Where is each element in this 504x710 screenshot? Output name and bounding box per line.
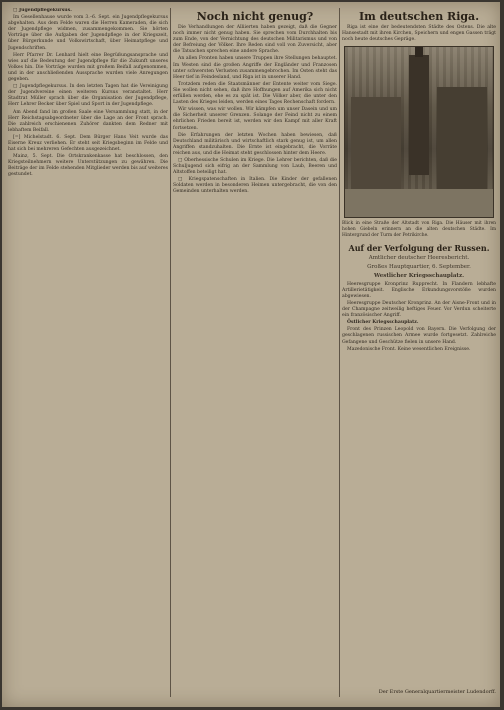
article-paragraph: Östlicher Kriegsschauplatz. [347, 320, 419, 326]
city-street-photo [344, 46, 494, 218]
article-paragraph: Mazedonische Front. Keine wesentlichen Ereignisse. [347, 346, 471, 352]
article-paragraph: □ Oberhessische Schulen im Kriege. Die Lehrer berichten, daß die Schuljugend sich eifrig an der Sammlung von Laub, Beeren und Altstoffen beteiligt hat. [173, 157, 337, 176]
right-column-text [342, 282, 496, 353]
section-subtitle: Amtlicher deutscher Heeresbericht. [368, 254, 470, 261]
article-title: Im deutschen Riga. [358, 10, 480, 23]
article-title: Noch nicht genug? [196, 10, 314, 23]
right-column [342, 8, 496, 697]
photo-caption: Blick in eine Straße der Altstadt von Riga. Die Häuser mit ihren hohen Giebeln erinnern an die alten deutschen Städte. Im Hintergrund der Turm der Petrikirche. [342, 221, 496, 238]
dateline: Großes Hauptquartier, 6. September. [367, 263, 471, 270]
article-paragraph: □ Kriegspatenschaften in Italien. Die Kinder der gefallenen Soldaten werden in besonderen Heimen untergebracht, die von den Gemeinden unterhalten werden. [173, 177, 337, 195]
article-paragraph: Heeresgruppe Kronprinz Rupprecht. In Flandern lebhafte Artillerietätigkeit. Englische Erkundungsvorstöße wurden abgewiesen. [342, 281, 496, 299]
article-paragraph: Trotzdem reden die Staatsmänner der Entente weiter vom Siege. Sie wollen nicht sehen, daß ihre Hoffnungen auf Amerika sich nicht erfüllen werden, ehe es zu spät ist. Die Völker aber, die unter den Lasten des Krieges leiden, werden eines Tages Rechenschaft fordern. [173, 81, 337, 106]
article-paragraph: An allen Fronten haben unsere Truppen ihre Stellungen behauptet. Im Westen sind die großen Angriffe der Engländer und Franzosen unter schwersten Verlusten zusammengebrochen. Im Osten steht das Heer tief in Feindesland, und Riga ist in unserer Hand. [173, 56, 337, 80]
article-paragraph: Wir wissen, was wir wollen. Wir kämpfen um unser Dasein und um die Sicherheit unserer Grenzen. Solange der Feind nicht zu einem ehrlichen Frieden bereit ist, werden wir den Kampf mit aller Kraft fortsetzen. [173, 107, 337, 131]
left-column-text [8, 8, 168, 179]
middle-column [173, 8, 337, 697]
church-spire [415, 47, 423, 57]
article-kicker: □ Jugendpflegekursus. [13, 8, 72, 13]
article-paragraph: Die Verhandlungen der Alliierten haben gezeigt, daß die Gegner noch immer nicht genug haben. Sie sprechen vom Durchhalten bis zum Ende, von der Vernichtung des deutschen Militarismus und von der Befreiung der Völker. Ihre Reden sind voll von Zuversicht, aber die Tatsachen sprechen eine andere Sprache. [173, 25, 337, 55]
section-title: Auf der Verfolgung der Russen. [348, 242, 490, 253]
signature: Der Erste Generalquartiermeister Ludendorff. [378, 689, 496, 695]
section-heading: Westlicher Kriegsschauplatz. [374, 272, 464, 279]
article-paragraph: Am Abend fand im großen Saale eine Versammlung statt, in der Herr Reichstagsabgeordneter über die Lage an der Front sprach. Die zahlreich erschienenen Zuhörer dankten dem Redner mit lebhaftem Beifall. [8, 109, 168, 133]
article-paragraph: □ Jugendpflegekursus. In den letzten Tagen hat die Vereinigung der Jugendvereine einen weiteren Kursus veranstaltet. Herr Stadtrat Müller sprach über die Organisation der Jugendpflege, Herr Lehrer Becker über Spiel und Sport in der Jugendpflege. [8, 84, 168, 108]
column-divider [170, 8, 171, 697]
article-paragraph: Heeresgruppe Deutscher Kronprinz. An der Aisne-Front und in der Champagne zeitweilig heftiges Feuer. Vor Verdun scheiterte ein französischer Angriff. [342, 300, 496, 319]
intro-paragraph: Riga ist eine der bedeutendsten Städte des Ostens. Die alte Hansestadt mit ihren Kirchen, Speichern und engen Gassen trägt noch heute deutsches Gepräge. [342, 25, 496, 43]
column-divider [339, 8, 340, 697]
article-intro [342, 25, 496, 43]
article-paragraph: Die Erfahrungen der letzten Wochen haben bewiesen, daß Deutschland militärisch und wirtschaftlich stark genug ist, um allen Angriffen standzuhalten. Die Ernte ist eingebracht, die Vorräte reichen aus, und die Heimat steht geschlossen hinter dem Heere. [173, 132, 337, 156]
left-column [8, 8, 168, 697]
article-paragraph: Im Gesellenhause wurde vom 3.–6. Sept. ein Jugendpflegekursus abgehalten. Aus dem Felde waren die Herren Kameraden, die sich der Jugendpflege widmen, zusammengekommen. Sie hörten Vorträge über die Aufgaben der Jugendpflege in der Kriegszeit, über Bürgerkunde und Volkswirtschaft, über Heimatpflege und Jugendschriften. [8, 15, 168, 51]
newspaper-page [2, 2, 500, 707]
article-paragraph: Herr Pfarrer Dr. Lenhard hielt eine Begrüßungsansprache und wies auf die Bedeutung der Jugendpflege für die Zukunft unseres Volkes hin. Die Vorträge wurden mit großem Beifall aufgenommen, und in der anschließenden Aussprache wurden viele Anregungen gegeben. [8, 52, 168, 83]
street [345, 189, 493, 217]
article-paragraph: [=] Michelstadt. 6. Sept. Dem Bürger Hans Veit wurde das Eiserne Kreuz verliehen. Er steht seit Kriegsbeginn im Felde und hat sich bei mehreren Gefechten ausgezeichnet. [8, 134, 168, 153]
article-paragraph: Mainz, 5. Sept. Die Ortskrankenkasse hat beschlossen, den Kriegsteilnehmern weitere Unterstützungen zu gewähren. Die Beiträge der im Felde stehenden Mitglieder werden bis auf weiteres gestundet. [8, 154, 168, 178]
church-tower [409, 55, 429, 175]
article-paragraph: Front des Prinzen Leopold von Bayern. Die Verfolgung der geschlagenen russischen Armee wurde fortgesetzt. Zahlreiche Gefangene und Geschütze fielen in unsere Hand. [342, 327, 496, 345]
middle-column-text [173, 25, 337, 196]
